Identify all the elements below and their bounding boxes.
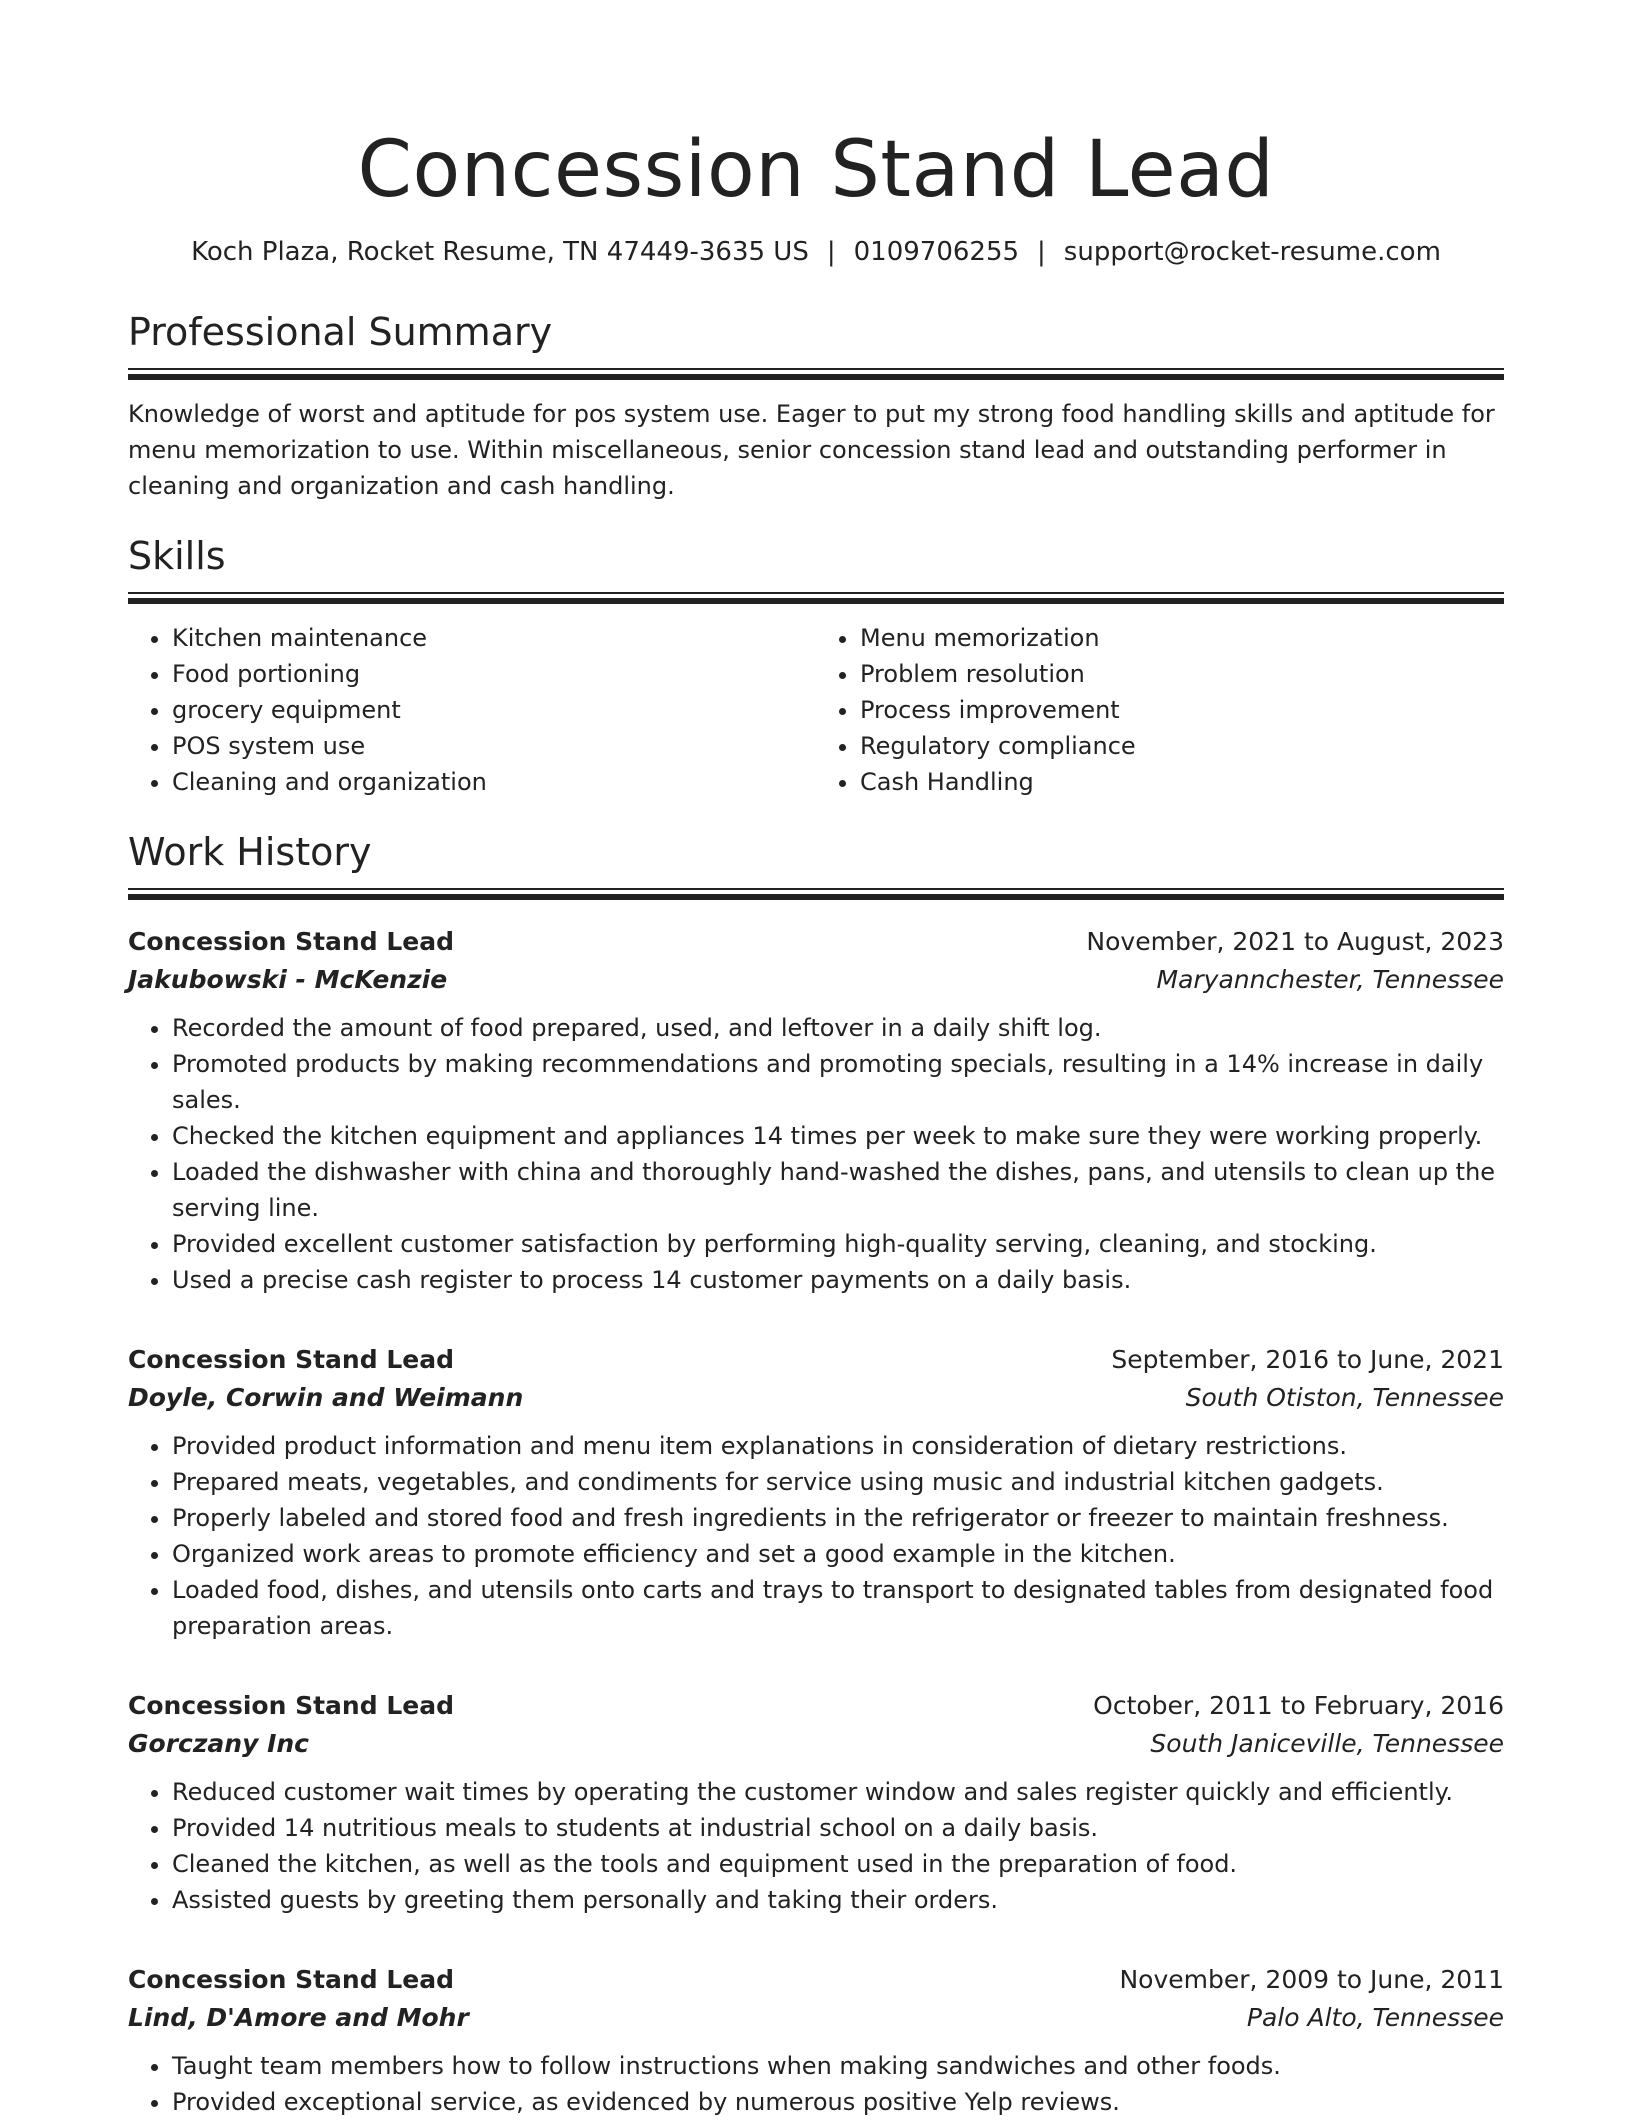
job-company: Jakubowski - McKenzie	[128, 965, 448, 994]
job-bullet-list	[128, 1010, 1504, 1298]
job-location: South Janiceville, Tennessee	[1150, 1729, 1504, 1758]
job-bullet: • Provided 14 nutritious meals to students at industrial school on a daily basis.	[172, 1810, 1504, 1846]
job-bullet: • Provided excellent customer satisfaction by performing high-quality serving, cleaning, and stocking.	[172, 1226, 1504, 1262]
job-bullet: • Used a precise cash register to process 14 customer payments on a daily basis.	[172, 1262, 1504, 1298]
job-header-row	[128, 1962, 1504, 1998]
job-bullet: • Recorded the amount of food prepared, used, and leftover in a daily shift log.	[172, 1010, 1504, 1046]
job-dates: October, 2011 to February, 2016	[1093, 1691, 1504, 1720]
job-location: Maryannchester, Tennessee	[1156, 965, 1504, 994]
skills-column-right	[816, 620, 1504, 800]
summary-text: Knowledge of worst and aptitude for pos system use. Eager to put my strong food handling skills and aptitude for menu memorization to use. Within miscellaneous, senior concession stand lead and outstanding performer in cleaning and organization and cash handling.	[128, 400, 1495, 500]
work-history-section	[128, 828, 1504, 2120]
contact-separator: |	[826, 237, 836, 267]
job-bullet: • Promoted products by making recommendations and promoting specials, resulting in a 14% increase in daily sales.	[172, 1046, 1504, 1118]
job-bullet: • Organized work areas to promote efficiency and set a good example in the kitchen.	[172, 1536, 1504, 1572]
job-dates: November, 2021 to August, 2023	[1086, 927, 1504, 956]
contact-separator: |	[1037, 237, 1046, 267]
skill-item: • grocery equipment	[172, 692, 816, 728]
skill-item: • Process improvement	[860, 692, 1504, 728]
skill-item: • Kitchen maintenance	[172, 620, 816, 656]
candidate-name: Concession Stand Lead	[357, 125, 1275, 215]
job-bullet-list	[128, 2048, 1504, 2120]
skill-item: • Cleaning and organization	[172, 764, 816, 800]
skill-item: • Food portioning	[172, 656, 816, 692]
contact-phone: 0109706255	[853, 237, 1020, 267]
section-divider	[128, 368, 1504, 380]
job-entry	[128, 924, 1504, 1298]
job-title: Concession Stand Lead	[128, 1345, 454, 1374]
job-bullet: • Loaded food, dishes, and utensils onto carts and trays to transport to designated tables from designated food preparation areas.	[172, 1572, 1504, 1644]
job-bullet: • Provided exceptional service, as evidenced by numerous positive Yelp reviews.	[172, 2084, 1504, 2120]
job-title: Concession Stand Lead	[128, 1691, 454, 1720]
job-entry	[128, 1688, 1504, 1918]
skill-item: • Cash Handling	[860, 764, 1504, 800]
job-title: Concession Stand Lead	[128, 927, 454, 956]
job-header-row	[128, 924, 1504, 960]
job-dates: November, 2009 to June, 2011	[1119, 1965, 1504, 1994]
job-company-row	[128, 1998, 1504, 2038]
job-bullet: • Cleaned the kitchen, as well as the tools and equipment used in the preparation of food.	[172, 1846, 1504, 1882]
contact-address: Koch Plaza, Rocket Resume, TN 47449-3635 US	[191, 237, 809, 267]
section-divider	[128, 888, 1504, 900]
section-title-skills: Skills	[128, 534, 226, 578]
skill-item: • Problem resolution	[860, 656, 1504, 692]
job-entry	[128, 1962, 1504, 2120]
job-bullet-list	[128, 1774, 1504, 1918]
job-company: Doyle, Corwin and Weimann	[128, 1383, 524, 1412]
job-company-row	[128, 1378, 1504, 1418]
skill-item: • POS system use	[172, 728, 816, 764]
job-company: Gorczany Inc	[128, 1729, 309, 1758]
job-dates: September, 2016 to June, 2021	[1111, 1345, 1504, 1374]
professional-summary-section	[128, 308, 1504, 504]
job-entry	[128, 1342, 1504, 1644]
job-bullet: • Prepared meats, vegetables, and condiments for service using music and industrial kitchen gadgets.	[172, 1464, 1504, 1500]
job-bullet: • Properly labeled and stored food and fresh ingredients in the refrigerator or freezer to maintain freshness.	[172, 1500, 1504, 1536]
job-bullet: • Taught team members how to follow instructions when making sandwiches and other foods.	[172, 2048, 1504, 2084]
job-company-row	[128, 960, 1504, 1000]
job-header-row	[128, 1688, 1504, 1724]
skill-item: • Regulatory compliance	[860, 728, 1504, 764]
job-bullet-list	[128, 1428, 1504, 1644]
skills-section	[128, 532, 1504, 800]
job-location: Palo Alto, Tennessee	[1246, 2003, 1504, 2032]
skill-item: • Menu memorization	[860, 620, 1504, 656]
skills-column-left	[128, 620, 816, 800]
skills-grid	[128, 620, 1504, 800]
job-header-row	[128, 1342, 1504, 1378]
job-bullet: • Provided product information and menu item explanations in consideration of dietary restrictions.	[172, 1428, 1504, 1464]
section-title-work-history: Work History	[128, 830, 372, 874]
job-bullet: • Loaded the dishwasher with china and thoroughly hand-washed the dishes, pans, and utensils to clean up the serving line.	[172, 1154, 1504, 1226]
contact-email[interactable]: support@rocket-resume.com	[1063, 237, 1441, 267]
job-bullet: • Reduced customer wait times by operating the customer window and sales register quickly and efficiently.	[172, 1774, 1504, 1810]
section-title-summary: Professional Summary	[128, 310, 553, 354]
job-location: South Otiston, Tennessee	[1185, 1383, 1504, 1412]
job-company-row	[128, 1724, 1504, 1764]
contact-line	[128, 234, 1504, 270]
job-bullet: • Assisted guests by greeting them personally and taking their orders.	[172, 1882, 1504, 1918]
section-divider	[128, 592, 1504, 604]
job-bullet: • Checked the kitchen equipment and appliances 14 times per week to make sure they were working properly.	[172, 1118, 1504, 1154]
job-company: Lind, D'Amore and Mohr	[128, 2003, 469, 2032]
job-title: Concession Stand Lead	[128, 1965, 454, 1994]
